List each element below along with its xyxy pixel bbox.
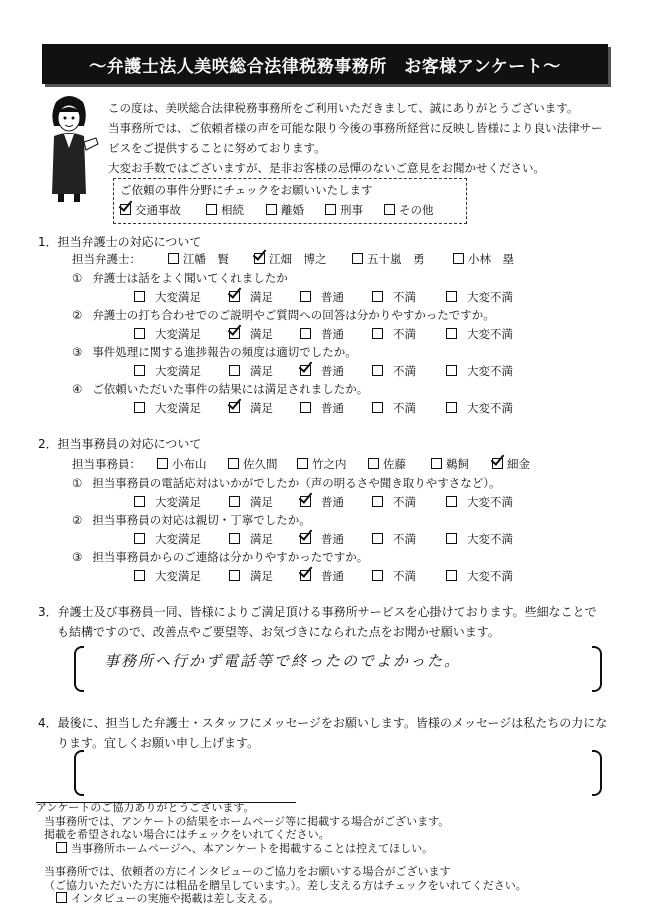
footer-interview-option[interactable]: インタビューの実施や掲載は差し支える。 — [36, 892, 527, 906]
rating-option[interactable] — [446, 531, 513, 547]
checkbox-checked[interactable] — [300, 533, 311, 544]
rating-label: 不満 — [393, 364, 416, 378]
case-type-box — [113, 178, 467, 224]
rating-option[interactable] — [300, 568, 344, 584]
question-number: ④ — [72, 382, 83, 396]
rating-label: 大変不満 — [467, 495, 513, 509]
rating-label: 普通 — [321, 290, 344, 304]
rating-label: 満足 — [250, 327, 273, 341]
rating-option[interactable] — [134, 363, 201, 379]
rating-option[interactable] — [229, 568, 273, 584]
rating-option[interactable] — [229, 531, 273, 547]
clerk-option[interactable]: 小布山 — [157, 456, 207, 472]
checkbox[interactable] — [431, 458, 442, 469]
rating-label: 満足 — [250, 401, 273, 415]
checkbox[interactable] — [229, 496, 240, 507]
checkbox[interactable] — [372, 291, 383, 302]
clerk-option[interactable]: 鵜飼 — [431, 456, 469, 472]
checkbox[interactable] — [446, 496, 457, 507]
rating-option[interactable] — [134, 326, 201, 342]
intro-line: 大変お手数ではございますが、是非お客様の忌憚のないご意見をお聞かせください。 — [108, 161, 545, 175]
rating-label: 大変不満 — [467, 290, 513, 304]
rating-label: 不満 — [393, 532, 416, 546]
rating-label: 大変不満 — [467, 327, 513, 341]
checkbox[interactable] — [228, 458, 239, 469]
rating-label: 満足 — [250, 364, 273, 378]
rating-label: 普通 — [321, 401, 344, 415]
rating-label: 満足 — [250, 290, 273, 304]
lawyer-label: 担当弁護士： — [72, 252, 141, 266]
checkbox[interactable] — [134, 533, 145, 544]
checkbox[interactable] — [134, 328, 145, 339]
lawyer-option[interactable]: 小林 塁 — [453, 251, 514, 267]
rating-label: 満足 — [250, 532, 273, 546]
question-label: 弁護士は話をよく聞いてくれましたか — [92, 271, 288, 285]
question-number: ② — [72, 513, 83, 527]
rating-option[interactable] — [300, 494, 344, 510]
rating-label: 大変満足 — [155, 327, 201, 341]
section4-text: 4．最後に、担当した弁護士・スタッフにメッセージをお願いします。皆様のメッセージは私たちの力にな — [38, 716, 608, 730]
answer-bracket-left — [74, 646, 84, 692]
checkbox[interactable] — [352, 253, 363, 264]
checkbox[interactable] — [372, 533, 383, 544]
rating-option[interactable] — [134, 494, 201, 510]
checkbox-checked[interactable] — [229, 328, 240, 339]
section4-text: ります。宜しくお願い申し上げます。 — [57, 736, 260, 750]
checkbox[interactable] — [446, 570, 457, 581]
question-text — [72, 475, 501, 491]
rating-option[interactable] — [229, 363, 273, 379]
footer-thanks: アンケートのご協力ありがとうございます。 — [36, 801, 255, 814]
rating-label: 普通 — [321, 495, 344, 509]
clerk-option[interactable]: 佐久間 — [228, 456, 278, 472]
footer-optout-option[interactable]: 当事務所ホームページへ、本アンケートを掲載することは控えてほしい。 — [36, 842, 527, 856]
rating-option[interactable] — [372, 494, 416, 510]
checkbox[interactable] — [446, 328, 457, 339]
rating-label: 普通 — [321, 364, 344, 378]
checkbox[interactable] — [372, 402, 383, 413]
checkbox[interactable] — [372, 365, 383, 376]
rating-option[interactable] — [300, 531, 344, 547]
question-label: 担当事務員の電話応対はいかがでしたか（声の明るさや聞き取りやすさなど）。 — [92, 476, 501, 490]
footer-notes: アンケートのご協力ありがとうございます。 当事務所では、アンケートの結果をホームページ等に掲載する場合がございます。 掲載を希望されない場合にはチェックをいれてください。 当事務所ホームページへ、本アンケートを掲載することは控えてほしい。 当事務所では、依頼者の方にインタビューのご協力をお願いする場合がございます （ご協力いただいた方には粗品を贈呈しています。）。差し支える方はチェックをいれてください。 インタビューの実施や掲載は差し支える。 — [36, 801, 527, 905]
checkbox[interactable] — [300, 291, 311, 302]
rating-label: 不満 — [393, 327, 416, 341]
case-option-other[interactable]: その他 — [384, 202, 434, 218]
checkbox-checked[interactable] — [492, 458, 503, 469]
rating-label: 満足 — [250, 569, 273, 583]
question-number: ② — [72, 308, 83, 322]
checkbox[interactable] — [56, 892, 67, 903]
rating-option[interactable] — [446, 568, 513, 584]
rating-label: 大変満足 — [155, 290, 201, 304]
checkbox-checked[interactable] — [300, 365, 311, 376]
intro-line: ビスをご提供することに努めております。 — [108, 141, 326, 155]
rating-label: 不満 — [393, 290, 416, 304]
title-banner — [42, 44, 608, 84]
rating-option[interactable] — [446, 326, 513, 342]
question-label: 担当事務員からのご連絡は分かりやすかったですか。 — [92, 550, 369, 564]
rating-option[interactable] — [229, 494, 273, 510]
rating-option[interactable] — [372, 531, 416, 547]
rating-option[interactable] — [446, 289, 513, 305]
clerk-option[interactable]: 佐藤 — [368, 456, 406, 472]
question-text — [72, 512, 311, 528]
rating-label: 不満 — [393, 569, 416, 583]
checkbox-checked[interactable] — [254, 253, 265, 264]
staff-illustration — [38, 92, 100, 204]
rating-option[interactable] — [134, 568, 201, 584]
rating-label: 大変不満 — [467, 401, 513, 415]
checkbox[interactable] — [134, 291, 145, 302]
checkbox[interactable] — [134, 496, 145, 507]
question-text — [72, 381, 368, 397]
checkbox[interactable] — [453, 253, 464, 264]
intro-line: この度は、美咲総合法律税務事務所をご利用いただきまして、誠にありがとうございます。 — [108, 101, 579, 115]
case-type-prompt: ご依頼の事件分野にチェックをお願いいたします — [120, 183, 373, 197]
rating-label: 不満 — [393, 495, 416, 509]
rating-option[interactable] — [300, 289, 344, 305]
rating-label: 普通 — [321, 569, 344, 583]
checkbox[interactable] — [206, 204, 217, 215]
rating-option[interactable] — [300, 363, 344, 379]
clerk-option[interactable]: 竹之内 — [297, 456, 347, 472]
rating-option[interactable] — [446, 363, 513, 379]
question-number: ① — [72, 271, 83, 285]
rating-option[interactable] — [229, 289, 273, 305]
rating-option[interactable] — [229, 400, 273, 416]
clerk-label: 担当事務員： — [72, 457, 141, 471]
rating-option[interactable] — [446, 494, 513, 510]
checkbox[interactable] — [56, 842, 67, 853]
question-label: 担当事務員の対応は親切・丁寧でしたか。 — [92, 513, 311, 527]
rating-option[interactable] — [372, 326, 416, 342]
checkbox[interactable] — [229, 533, 240, 544]
rating-label: 大変満足 — [155, 569, 201, 583]
question-text — [72, 344, 357, 360]
rating-label: 満足 — [250, 495, 273, 509]
intro-text — [108, 98, 603, 178]
rating-option[interactable] — [134, 289, 201, 305]
checkbox[interactable] — [446, 291, 457, 302]
rating-label: 大変不満 — [467, 569, 513, 583]
page-title: 〜弁護士法人美咲総合法律税務事務所 お客様アンケート〜 — [89, 57, 561, 77]
rating-label: 普通 — [321, 327, 344, 341]
question-number: ① — [72, 476, 83, 490]
clerk-option[interactable]: 細金 — [492, 456, 530, 472]
question-label: ご依頼いただいた事件の結果には満足されましたか。 — [92, 382, 369, 396]
checkbox-checked[interactable] — [300, 570, 311, 581]
checkbox[interactable] — [300, 328, 311, 339]
rating-option[interactable] — [300, 326, 344, 342]
checkbox[interactable] — [372, 570, 383, 581]
question-number: ③ — [72, 550, 83, 564]
question-number: ③ — [72, 345, 83, 359]
section3-text: 3．弁護士及び事務員一同、皆様によりご満足頂ける事務所サービスを心掛けております。些細なことで — [38, 605, 597, 619]
rating-label: 大変満足 — [155, 401, 201, 415]
lawyer-option[interactable]: 五十嵐 勇 — [352, 251, 425, 267]
section3-answer[interactable]: 事務所へ行かず電話等で終ったのでよかった。 — [104, 652, 462, 670]
checkbox[interactable] — [446, 365, 457, 376]
checkbox[interactable] — [297, 458, 308, 469]
checkbox-checked[interactable] — [300, 496, 311, 507]
question-text — [72, 549, 368, 565]
checkbox[interactable] — [325, 204, 336, 215]
checkbox[interactable] — [157, 458, 168, 469]
answer-bracket-right — [592, 646, 602, 692]
checkbox-checked[interactable] — [229, 291, 240, 302]
rating-option[interactable] — [446, 400, 513, 416]
rating-option[interactable] — [300, 400, 344, 416]
checkbox[interactable] — [372, 496, 383, 507]
checkbox-checked[interactable] — [229, 402, 240, 413]
checkbox[interactable] — [372, 328, 383, 339]
section3-text: も結構ですので、改善点やご要望等、お気づきになられた点をお聞かせ願います。 — [57, 625, 500, 639]
section1-heading: 1．担当弁護士の対応について — [38, 235, 202, 249]
checkbox[interactable] — [300, 402, 311, 413]
case-option-divorce[interactable]: 離婚 — [266, 202, 304, 218]
checkbox-checked[interactable] — [120, 204, 131, 215]
answer-bracket-right — [592, 750, 602, 796]
rating-option[interactable] — [372, 568, 416, 584]
intro-line: 当事務所では、ご依頼者様の声を可能な限り今後の事務所経営に反映し皆様により良い法律サー — [108, 121, 603, 135]
checkbox[interactable] — [134, 570, 145, 581]
case-option-traffic[interactable]: 交通事故 — [120, 202, 181, 218]
rating-option[interactable] — [134, 531, 201, 547]
rating-label: 大変不満 — [467, 364, 513, 378]
rating-option[interactable] — [134, 400, 201, 416]
lawyer-option[interactable]: 江幡 賢 — [168, 251, 229, 267]
checkbox[interactable] — [266, 204, 277, 215]
checkbox[interactable] — [134, 402, 145, 413]
rating-option[interactable] — [229, 326, 273, 342]
rating-option[interactable] — [372, 289, 416, 305]
rating-label: 普通 — [321, 532, 344, 546]
checkbox[interactable] — [134, 365, 145, 376]
checkbox[interactable] — [446, 533, 457, 544]
checkbox[interactable] — [229, 570, 240, 581]
rating-option[interactable] — [372, 363, 416, 379]
checkbox[interactable] — [384, 204, 395, 215]
case-option-criminal[interactable]: 刑事 — [325, 202, 363, 218]
rating-label: 不満 — [393, 401, 416, 415]
lawyer-option[interactable]: 江畑 博之 — [254, 251, 327, 267]
checkbox[interactable] — [446, 402, 457, 413]
question-label: 事件処理に関する進捗報告の頻度は適切でしたか。 — [92, 345, 357, 359]
checkbox[interactable] — [368, 458, 379, 469]
rating-label: 大変満足 — [155, 364, 201, 378]
case-option-inheritance[interactable]: 相続 — [206, 202, 244, 218]
rating-label: 大変満足 — [155, 495, 201, 509]
answer-bracket-left — [74, 750, 84, 796]
checkbox[interactable] — [229, 365, 240, 376]
question-text — [72, 307, 495, 323]
rating-label: 大変不満 — [467, 532, 513, 546]
question-text — [72, 270, 288, 286]
rating-option[interactable] — [372, 400, 416, 416]
checkbox[interactable] — [168, 253, 179, 264]
rating-label: 大変満足 — [155, 532, 201, 546]
question-label: 弁護士の打ち合わせでのご説明やご質問への回答は分かりやすかったですか。 — [92, 308, 495, 322]
section2-heading: 2．担当事務員の対応について — [38, 437, 202, 451]
